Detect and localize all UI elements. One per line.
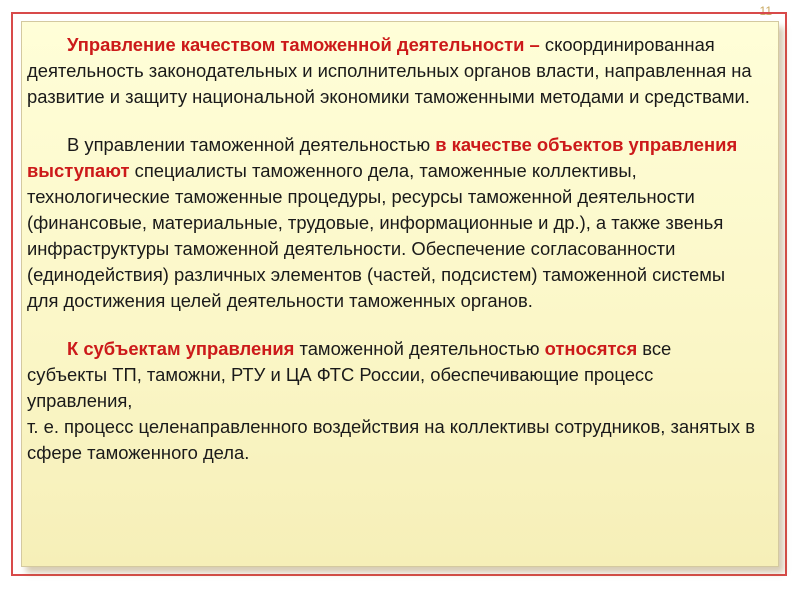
subjects-highlight-verb: относятся — [544, 338, 638, 359]
objects-text: специалисты таможенного дела, таможенные коллективы, технологические таможенные процедуры, ресурсы таможенной деятельности (финансовые, материальные, трудовые, информационные и др.), а также звенья инфраструктуры таможенной деятельности. Обеспечение согласованности (единодействия) различных элементов (частей, подсистем) таможенной системы для достижения целей деятельности таможенных органов. — [27, 160, 726, 311]
objects-highlight: в качестве объектов управления выступают — [27, 134, 738, 181]
slide-text — [27, 32, 755, 466]
slide-number: 11 — [759, 4, 772, 18]
objects-lead: В управлении таможенной деятельностью — [67, 134, 436, 155]
paragraph-subjects — [27, 336, 755, 466]
subjects-continuation: т. е. процесс целенаправленного воздействия на коллективы сотрудников, занятых в сфере таможенного дела. — [27, 416, 755, 463]
subjects-text: все субъекты ТП, таможни, РТУ и ЦА ФТС России, обеспечивающие процесс управления, — [27, 338, 672, 411]
subjects-highlight: К субъектам управления — [67, 338, 295, 359]
paragraph-definition — [27, 32, 755, 110]
definition-term: Управление качеством таможенной деятельности – — [67, 34, 540, 55]
paragraph-objects — [27, 132, 755, 314]
definition-text: скоординированная деятельность законодательных и исполнительных органов власти, направленная на развитие и защиту национальной экономики таможенными методами и средствами. — [27, 34, 752, 107]
subjects-middle: таможенной деятельностью — [294, 338, 545, 359]
